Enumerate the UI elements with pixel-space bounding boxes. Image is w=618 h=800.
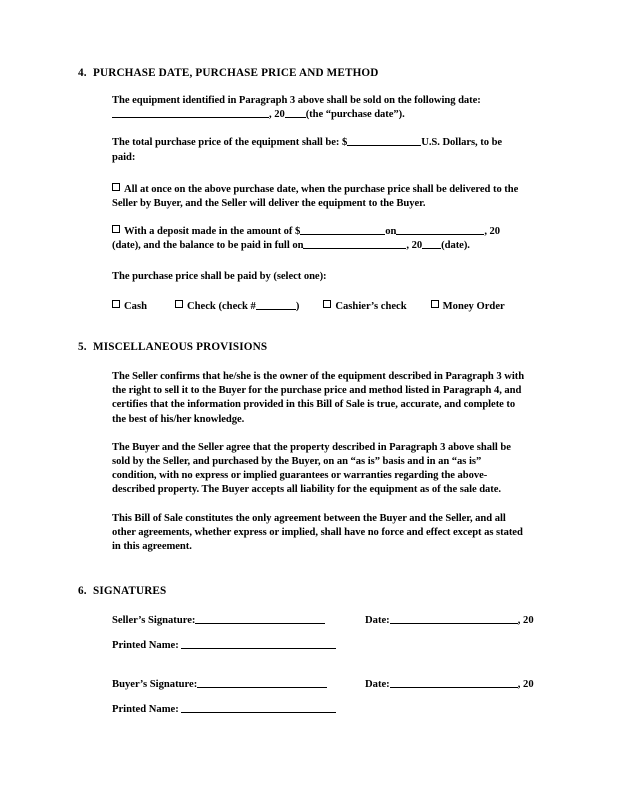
misc-paragraph-entire-agreement: This Bill of Sale constitutes the only agreement between the Buyer and the Seller, and all other agreements, whether express or implied, shall have no force and effect except as stated in this agreement. [112, 512, 523, 553]
checkbox-icon-money-order[interactable] [431, 300, 439, 308]
check-number-blank[interactable] [256, 300, 296, 310]
purchase-price-paragraph [112, 136, 525, 164]
seller-printed-name-label: Printed Name: [112, 640, 179, 652]
checkbox-icon-cash[interactable] [112, 300, 120, 308]
seller-date-label: Date: [365, 615, 390, 627]
balance-year-blank[interactable] [422, 239, 441, 249]
section-miscellaneous-provisions [0, 340, 618, 554]
seller-date-year-text: , 20 [517, 615, 534, 627]
payment-option-deposit-text-1: With a deposit made in the amount of $ [124, 226, 301, 238]
payment-option-all-at-once[interactable] [112, 183, 525, 211]
section-6-number: 6. [78, 585, 87, 598]
section-5-heading [0, 340, 618, 354]
payment-option-money-order[interactable] [431, 300, 505, 314]
payment-option-cashiers-check-label: Cashier’s check [335, 300, 407, 312]
purchase-price-amount-blank[interactable] [347, 136, 421, 146]
payment-option-deposit[interactable] [112, 225, 525, 253]
payment-option-all-at-once-text: All at once on the above purchase date, when the purchase price shall be delivered to the Seller by Buyer, and the Seller will deliver the equipment to the Buyer. [112, 183, 519, 210]
payment-option-cash-label: Cash [124, 300, 147, 312]
checkbox-icon-check[interactable] [175, 300, 183, 308]
checkbox-icon-deposit[interactable] [112, 225, 120, 233]
purchase-price-currency-text: U.S. Dollars, to be [421, 137, 503, 149]
payment-option-deposit-text-2: (date), and the balance to be paid in full on [112, 240, 304, 252]
payment-method-options-row [112, 300, 525, 314]
select-one-instruction [112, 270, 525, 284]
section-5-heading-text: MISCELLANEOUS PROVISIONS [93, 341, 268, 354]
purchase-date-intro-text: The equipment identified in Paragraph 3 above shall be sold on the following date: [112, 95, 481, 106]
payment-option-deposit-year-text: , 20 [484, 226, 501, 238]
purchase-date-tail-text: (the “purchase date”). [305, 109, 405, 121]
payment-option-balance-year-text: , 20 [406, 240, 423, 252]
purchase-price-intro-text: The total purchase price of the equipment shall be: $ [112, 137, 348, 149]
seller-signature-row [112, 614, 618, 629]
buyer-signature-row [112, 678, 618, 693]
seller-date-blank[interactable] [390, 614, 518, 624]
section-purchase-date-price-method [0, 66, 618, 314]
buyer-printed-name-row [112, 703, 618, 718]
deposit-amount-blank[interactable] [300, 225, 385, 235]
seller-date-group [365, 614, 534, 628]
select-one-text: The purchase price shall be paid by (select one): [112, 270, 327, 282]
buyer-date-blank[interactable] [390, 678, 518, 688]
buyer-date-label: Date: [365, 679, 390, 691]
payment-option-check-label: Check (check # [186, 300, 256, 312]
buyer-printed-name-blank[interactable] [181, 703, 336, 713]
section-signatures [0, 584, 618, 718]
section-5-number: 5. [78, 341, 87, 354]
seller-printed-name-blank[interactable] [181, 639, 336, 649]
section-4-heading-text: PURCHASE DATE, PURCHASE PRICE AND METHOD [93, 67, 379, 79]
section-4-number: 4. [78, 67, 87, 79]
deposit-date-blank[interactable] [396, 225, 484, 235]
purchase-date-year-blank[interactable] [285, 108, 306, 118]
misc-paragraph-as-is: The Buyer and the Seller agree that the property described in Paragraph 3 above shall be sold by the Seller, and purchased by the Buyer, on an “as is” basis and in an “as is” condition, with no express or implied guarantees or warranties regarding the above-described property. The Buyer accepts all liability for the equipment as of the sale date. [112, 441, 511, 496]
buyer-signature-label: Buyer’s Signature: [112, 679, 198, 691]
payment-option-money-order-label: Money Order [442, 300, 505, 312]
section-6-heading [0, 584, 618, 598]
payment-option-deposit-on-text: on [385, 226, 397, 238]
seller-printed-name-row [112, 639, 618, 654]
balance-date-blank[interactable] [303, 239, 406, 249]
section-6-heading-text: SIGNATURES [93, 585, 167, 598]
buyer-signature-blank[interactable] [197, 678, 327, 688]
payment-option-check[interactable] [175, 300, 299, 314]
payment-option-check-label-tail: ) [295, 300, 300, 312]
purchase-date-comma-year: , 20 [269, 109, 285, 121]
purchase-date-paragraph [112, 94, 525, 122]
buyer-printed-name-label: Printed Name: [112, 704, 179, 716]
payment-option-cash[interactable] [112, 300, 147, 314]
seller-signature-label: Seller’s Signature: [112, 615, 196, 627]
checkbox-icon-all-at-once[interactable] [112, 183, 120, 191]
checkbox-icon-cashiers-check[interactable] [323, 300, 331, 308]
payment-option-cashiers-check[interactable] [323, 300, 406, 314]
payment-option-deposit-tail-text: (date). [441, 240, 470, 252]
buyer-date-year-text: , 20 [517, 679, 534, 691]
purchase-price-paid-text: paid: [112, 151, 136, 163]
section-4-heading [0, 66, 618, 80]
seller-signature-blank[interactable] [195, 614, 325, 624]
buyer-date-group [365, 678, 534, 692]
purchase-date-blank[interactable] [112, 108, 269, 118]
misc-paragraph-ownership: The Seller confirms that he/she is the owner of the equipment described in Paragraph 3 with the right to sell it to the Buyer for the purchase price and method listed in Paragraph 4, and certifies that the information provided in this Bill of Sale is true, accurate, and complete to the best of his/her knowledge. [112, 371, 525, 425]
